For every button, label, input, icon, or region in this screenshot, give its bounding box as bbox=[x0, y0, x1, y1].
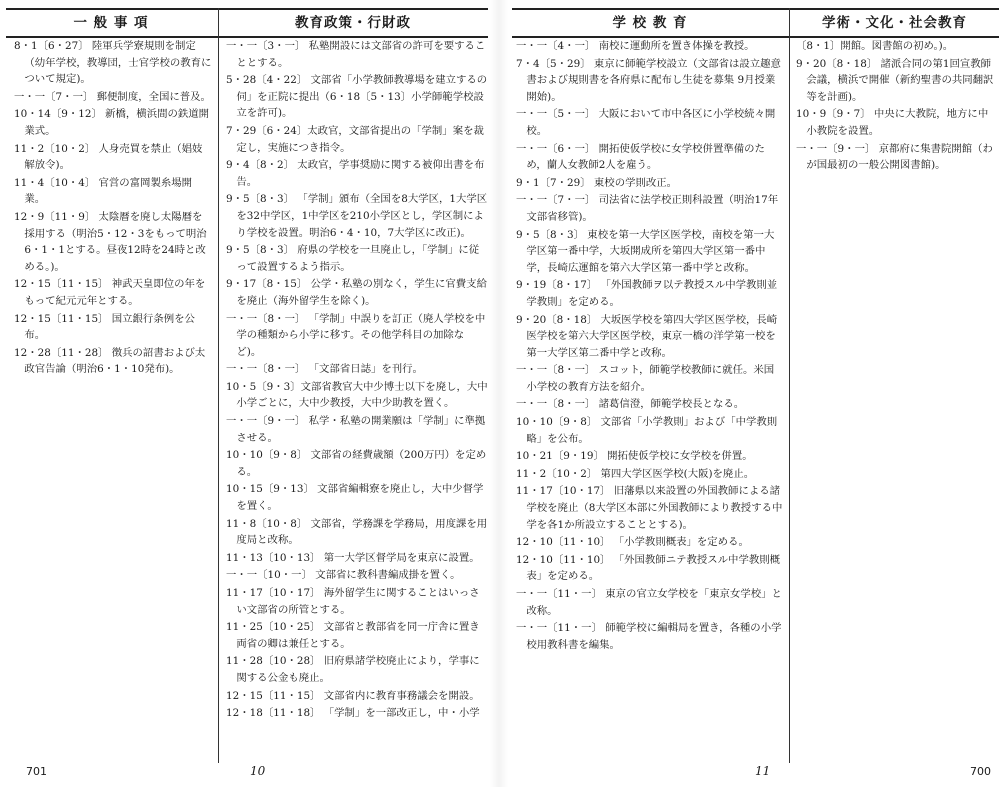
culture-column bbox=[796, 38, 996, 175]
general-column bbox=[14, 38, 212, 379]
chronology-entry: 一・一〔9・一〕 京都府に集書院開館（わが国最初の一般公開図書館)。 bbox=[796, 142, 993, 172]
column-divider bbox=[218, 8, 219, 763]
header-culture: 学術・文化・社会教育 bbox=[822, 15, 967, 31]
chronology-entry: 12・18〔11・18〕 「学制」を一部改正し，中・小学 bbox=[226, 707, 480, 720]
chronology-entry: 11・2〔10・2〕 第四大学区医学校(大阪)を廃止。 bbox=[516, 467, 755, 480]
chronology-entry: 一・一〔5・一〕 大阪において市中各区に小学校続々開校。 bbox=[516, 108, 776, 137]
chronology-entry: 一・一〔8・一〕 「文部省日誌」を刊行。 bbox=[226, 363, 423, 376]
chronology-entry: 9・4〔8・2〕 太政官，学事奨励に関する被仰出書を布告。 bbox=[226, 159, 485, 188]
chronology-entry: 一・一〔11・一〕 東京の官立女学校を「東京女学校」と改称。 bbox=[516, 588, 782, 617]
chronology-entry: 一・一〔7・一〕 司法省に法学校正則科設置（明治17年文部省移管)。 bbox=[516, 194, 779, 223]
chronology-entry: 11・25〔10・25〕 文部省と教部省を同一庁舎に置き両省の卿は兼任とする。 bbox=[226, 621, 480, 650]
chronology-entry: 11・17〔10・17〕 海外留学生に関することはいっさい文部省の所管とする。 bbox=[226, 587, 480, 616]
chronology-entry: 7・29〔6・24〕太政官，文部省提出の「学制」案を裁定し，実施につき指令。 bbox=[226, 124, 484, 154]
policy-column bbox=[226, 38, 488, 723]
chronology-entry: 12・9〔11・9〕 太陰暦を廃し太陽暦を採用する（明治5・12・3をもって明治6・1・1とする。昼夜12時を24時と改める。)。 bbox=[14, 210, 207, 273]
chronology-entry: 10・15〔9・13〕 文部省編輯寮を廃止し，大中少督学を置く。 bbox=[226, 483, 484, 513]
chronology-entry: 一・一〔10・一〕 文部省に教科書編成掛を置く。 bbox=[226, 569, 461, 582]
header-general: 一 般 事 項 bbox=[73, 15, 149, 31]
chronology-entry: 10・5〔9・3〕文部省教官大中少博士以下を廃し，大中小学ごとに，大中少教授，大中少助教を置く。 bbox=[226, 380, 488, 410]
chronology-entry: 12・28〔11・28〕 徴兵の詔書および太政官告論（明治6・1・10発布)。 bbox=[14, 346, 206, 376]
book-gutter bbox=[490, 0, 508, 787]
chronology-entry: 一・一〔4・一〕 南校に運動所を置き体操を教授。 bbox=[516, 40, 755, 52]
chronology-entry: 一・一〔11・一〕 師範学校に編輯局を置き，各種の小学校用教科書を編集。 bbox=[516, 622, 782, 651]
chronology-entry: 9・5〔8・3〕 東校を第一大学区医学校，南校を第一大学区第一番中学，大坂開成所を第四大学区第一番中学，長崎広運館を第六大学区第一番中学と改称。 bbox=[516, 228, 775, 274]
chronology-entry: 12・15〔11・15〕 国立銀行条例を公布。 bbox=[14, 312, 195, 342]
chronology-entry: 9・1〔7・29〕 東校の学則改正。 bbox=[516, 176, 678, 189]
left-page bbox=[0, 0, 490, 787]
chronology-entry: 一・一〔6・一〕 開拓使仮学校に女学校併置準備のため，蘭人女教師2人を雇う。 bbox=[516, 142, 765, 172]
left-header-bar bbox=[6, 8, 488, 38]
chronology-entry: 7・4〔5・29〕 東京に師範学校設立（文部省は設立趣意書および規則書を各府県に配布し生徒を募集 9月授業開始)。 bbox=[516, 57, 781, 103]
chronology-entry: 10・9〔9・7〕 中央に大教院，地方に中小教院を設置。 bbox=[796, 108, 989, 137]
chronology-entry: 一・一〔8・一〕 「学制」中誤りを訂正（廃人学校を中学の種類から小学に移す。その他学科目の加除など)。 bbox=[226, 312, 486, 358]
right-folio: 700 bbox=[970, 765, 991, 778]
chronology-entry: 8・1〔6・27〕 陸軍兵学寮規則を制定（幼年学校，教導団，士官学校の教育について規定)。 bbox=[14, 40, 212, 86]
chronology-entry: 〔8・1〕開館。図書館の初め。)。 bbox=[796, 40, 954, 52]
chronology-entry: 10・10〔9・8〕 文部省「小学教則」および「中学教則略」を公布。 bbox=[516, 416, 778, 445]
right-page-number: 11 bbox=[755, 764, 771, 778]
chronology-entry: 10・14〔9・12〕 新橋，横浜間の鉄道開業式。 bbox=[14, 108, 210, 137]
chronology-entry: 11・4〔10・4〕 官営の富岡製糸場開業。 bbox=[14, 176, 193, 206]
chronology-entry: 9・17〔8・15〕 公学・私塾の別なく，学生に官費支給を廃止（海外留学生を除く)。 bbox=[226, 278, 487, 307]
chronology-entry: 9・5〔8・3〕 府県の学校を一旦廃止し，「学制」に従って設置するよう指示。 bbox=[226, 244, 480, 273]
chronology-entry: 12・10〔11・10〕 「小学教則概表」を定める。 bbox=[516, 536, 749, 549]
chronology-entry: 9・19〔8・17〕 「外国教師ヲ以テ教授スル中学教則並学教則」を定める。 bbox=[516, 279, 778, 308]
left-folio: 701 bbox=[26, 765, 47, 778]
school-column bbox=[516, 38, 784, 654]
right-header-bar bbox=[512, 8, 999, 38]
left-page-number: 10 bbox=[250, 764, 266, 778]
chronology-entry: 9・20〔8・18〕 諸派合同の第1回宣教師会議，横浜で開催（新約聖書の共同翻訳等を計画)。 bbox=[796, 57, 994, 103]
chronology-entry: 5・28〔4・22〕 文部省「小学教師教導場を建立するの伺」を正院に提出（6・18〔5・13〕小学師範学校設立を許可)。 bbox=[226, 74, 488, 120]
chronology-entry: 11・17〔10・17〕 旧藩県以来設置の外国教師による諸学校を廃止（8大学区本部に外国教師により教授する中学を各1か所設立することとする)。 bbox=[516, 485, 783, 531]
chronology-entry: 11・13〔10・13〕 第一大学区督学局を東京に設置。 bbox=[226, 551, 480, 564]
chronology-entry: 10・10〔9・8〕 文部省の経費歳額（200万円）を定める。 bbox=[226, 449, 487, 478]
right-page bbox=[508, 0, 1005, 787]
chronology-entry: 一・一〔3・一〕 私塾開設には文部省の許可を要することとする。 bbox=[226, 40, 486, 69]
chronology-entry: 12・15〔11・15〕 神武天皇即位の年をもって紀元元年とする。 bbox=[14, 278, 206, 307]
chronology-entry: 一・一〔9・一〕 私学・私塾の開業願は「学制」に準拠させる。 bbox=[226, 415, 486, 444]
header-policy: 教育政策・行財政 bbox=[295, 15, 411, 31]
chronology-entry: 11・2〔10・2〕 人身売買を禁止（娼妓解放令)。 bbox=[14, 142, 203, 172]
chronology-entry: 11・28〔10・28〕 旧府県諸学校廃止により，学事に関する公金も廃止。 bbox=[226, 655, 480, 684]
chronology-entry: 9・20〔8・18〕 大坂医学校を第四大学区医学校，長崎医学校を第六大学区医学校，東京一橋の洋学第一校を第一大学区第二番中学と改称。 bbox=[516, 313, 778, 359]
chronology-entry: 12・10〔11・10〕 「外国教師ニテ教授スル中学教則概表」を定める。 bbox=[516, 553, 780, 583]
chronology-entry: 一・一〔7・一〕 郵便制度，全国に普及。 bbox=[14, 90, 211, 103]
chronology-entry: 一・一〔8・一〕 諸葛信澄，師範学校長となる。 bbox=[516, 398, 745, 411]
chronology-entry: 一・一〔8・一〕 スコット，師範学校教師に就任。米国小学校の教育方法を紹介。 bbox=[516, 364, 775, 393]
chronology-entry: 10・21〔9・19〕 開拓使仮学校に女学校を併置。 bbox=[516, 450, 753, 463]
column-divider bbox=[789, 8, 790, 763]
header-school: 学 校 教 育 bbox=[612, 15, 688, 31]
chronology-entry: 11・8〔10・8〕 文部省，学務課を学務局，用度課を用度局と改称。 bbox=[226, 517, 488, 547]
chronology-entry: 12・15〔11・15〕 文部省内に教育事務議会を開設。 bbox=[226, 689, 480, 702]
chronology-entry: 9・5〔8・3〕 「学制」頒布（全国を8大学区，1大学区を32中学区，1中学区を210小学区とし，学区制により学校を設置。明治6・4・10，7大学区に改正)。 bbox=[226, 193, 488, 239]
